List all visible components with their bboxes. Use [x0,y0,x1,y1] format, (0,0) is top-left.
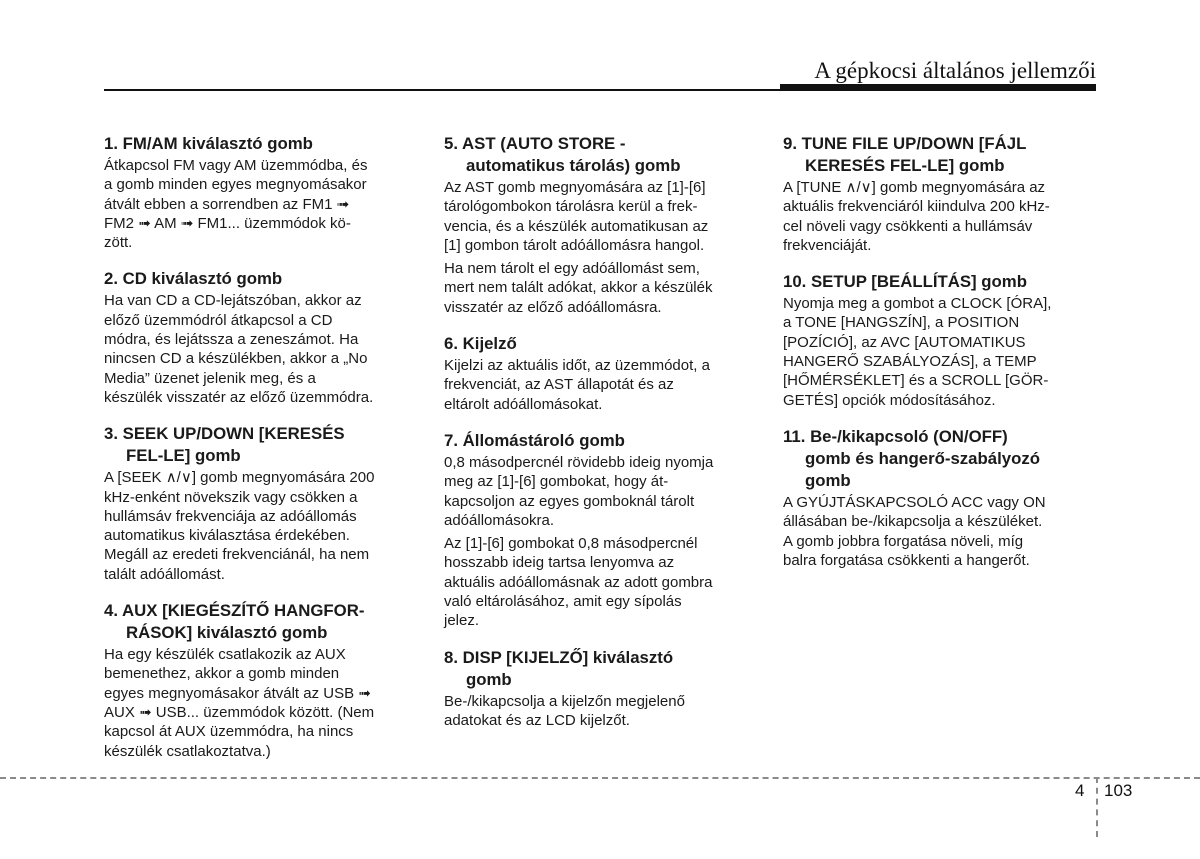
section-paragraph: Ha van CD a CD-lejátszóban, akkor az előző üzemmódról átkapcsol a CD módra, és lejátssza a zeneszámot. Ha nincsen CD a készülékben, akkor a „No Media” üzenet jelenik meg, és a készülék visszatér az előző üzemmódra. [104,292,374,406]
section-seek [104,423,417,584]
section-paragraph: Az AST gomb megnyomására az [1]-[6] tárológombokon tárolásra kerül a frek- vencia, és a készülék automatikusan az [1] gombon tárolt adóállomásra hangol. [444,179,709,254]
section-heading-text: 11. Be-/kikapcsoló (ON/OFF) [783,426,1008,446]
section-paragraph: A GYÚJTÁSKAPCSOLÓ ACC vagy ON állásában be-/kikapcsolja a készüléket. A gomb jobbra forgatása növeli, míg balra forgatása csökkenti a hangerőt. [783,493,1046,569]
section-aux [104,600,417,761]
section-paragraph: Be-/kikapcsolja a kijelzőn megjelenő adatokat és az LCD kijelzőt. [444,692,685,729]
text-column-1 [104,133,417,777]
section-heading [783,426,1095,492]
chapter-number: 4 [1075,781,1085,800]
section-heading-text: 5. AST (AUTO STORE - [444,134,626,153]
section-power-volume [783,426,1095,570]
section-tune [783,133,1095,255]
section-ast [444,133,756,317]
section-heading [444,333,756,355]
section-heading-text: 10. SETUP [BEÁLLÍTÁS] gomb [783,272,1027,292]
footer-dashed-divider [1096,777,1098,837]
footer-dashed-rule [0,777,1200,779]
page-header-title: A gépkocsi általános jellemzői [814,58,1096,83]
section-paragraph: Ha nem tárolt el egy adóállomást sem, mert nem talált adókat, akkor a készülék visszatér az előző adóállomásra. [444,260,713,316]
section-setup [783,271,1095,410]
section-paragraph: Kijelzi az aktuális időt, az üzemmódot, a frekvenciát, az AST állapotát és az eltárolt adóállomásokat. [444,357,710,413]
section-fm-am [104,133,417,252]
section-heading [783,271,1095,293]
section-heading-continuation: KERESÉS FEL-LE] gomb [805,156,1005,175]
page-number: 103 [1104,781,1133,800]
section-paragraph: 0,8 másodpercnél rövidebb ideig nyomja meg az [1]-[6] gombokat, hogy át- kapcsoljon az egyes gomboknál tárolt adóállomásokra. [444,453,714,529]
section-heading-text: 7. Állomástároló gomb [444,430,625,450]
section-heading [783,133,1095,177]
section-heading [104,423,417,467]
section-heading-text: 1. FM/AM kiválasztó gomb [104,134,313,153]
section-heading [444,133,756,177]
section-paragraph: A [SEEK ∧/∨] gomb megnyomására 200 kHz-enként növekszik vagy csökken a hullámsáv frekvenciája az adóállomás automatikus kiválasztása érdekében. Megáll az eredeti frekvenciánál, ha nem talált adóállomást. [104,469,375,583]
section-heading [104,133,417,155]
section-heading [104,268,417,290]
section-heading-continuation: automatikus tárolás) gomb [466,156,681,175]
section-paragraph: Nyomja meg a gombot a CLOCK [ÓRA], a TONE [HANGSZÍN], a POSITION [POZÍCIÓ], az AVC [AUTOMATIKUS HANGERŐ SZABÁLYOZÁS], a TEMP [HŐMÉRSÉKLET] és a SCROLL [GÖR- GETÉS] opciók módosításához. [783,295,1052,409]
section-heading [104,600,417,644]
text-column-2 [444,133,756,746]
section-heading-text: 2. CD kiválasztó gomb [104,269,283,289]
section-heading-text: 6. Kijelző [444,334,517,354]
section-display [444,333,756,414]
text-column-3 [783,133,1095,586]
section-heading [444,430,756,452]
header-rule [104,89,1096,91]
section-heading [444,647,756,691]
section-preset [444,430,756,631]
section-heading-continuation: gomb [466,669,512,689]
section-heading-text: 4. AUX [KIEGÉSZÍTŐ HANGFOR- [104,601,365,621]
section-cd [104,268,417,407]
section-heading-continuation: gomb és hangerő-szabályozó gomb [805,448,1040,490]
section-heading-continuation: FEL-LE] gomb [126,446,241,466]
section-paragraph: A [TUNE ∧/∨] gomb megnyomására az aktuális frekvenciáról kiindulva 200 kHz- cel növeli vagy csökkenti a hullámsáv frekvenciáját. [783,179,1050,254]
section-heading-continuation: RÁSOK] kiválasztó gomb [126,623,328,643]
section-paragraph: Az [1]-[6] gombokat 0,8 másodpercnél hosszabb ideig tartsa lenyomva az aktuális adóállomásnak az adott gombra való eltárolásához, amit egy sípolás jelez. [444,535,713,630]
section-disp [444,647,756,731]
section-paragraph: Átkapcsol FM vagy AM üzemmódba, és a gomb minden egyes megnyomásakor átvált ebben a sorrendben az FM1 ➟ FM2 ➟ AM ➟ FM1... üzemmódok kö- zött. [104,157,368,252]
section-heading-text: 3. SEEK UP/DOWN [KERESÉS [104,424,345,444]
section-paragraph: Ha egy készülék csatlakozik az AUX bemenethez, akkor a gomb minden egyes megnyomásakor átvált az USB ➟ AUX ➟ USB... üzemmódok között. (Nem kapcsol át AUX üzemmódra, ha nincs készülék csatlakoztatva.) [104,646,375,760]
section-heading-text: 9. TUNE FILE UP/DOWN [FÁJL [783,134,1027,153]
section-heading-text: 8. DISP [KIJELZŐ] kiválasztó [444,647,674,667]
